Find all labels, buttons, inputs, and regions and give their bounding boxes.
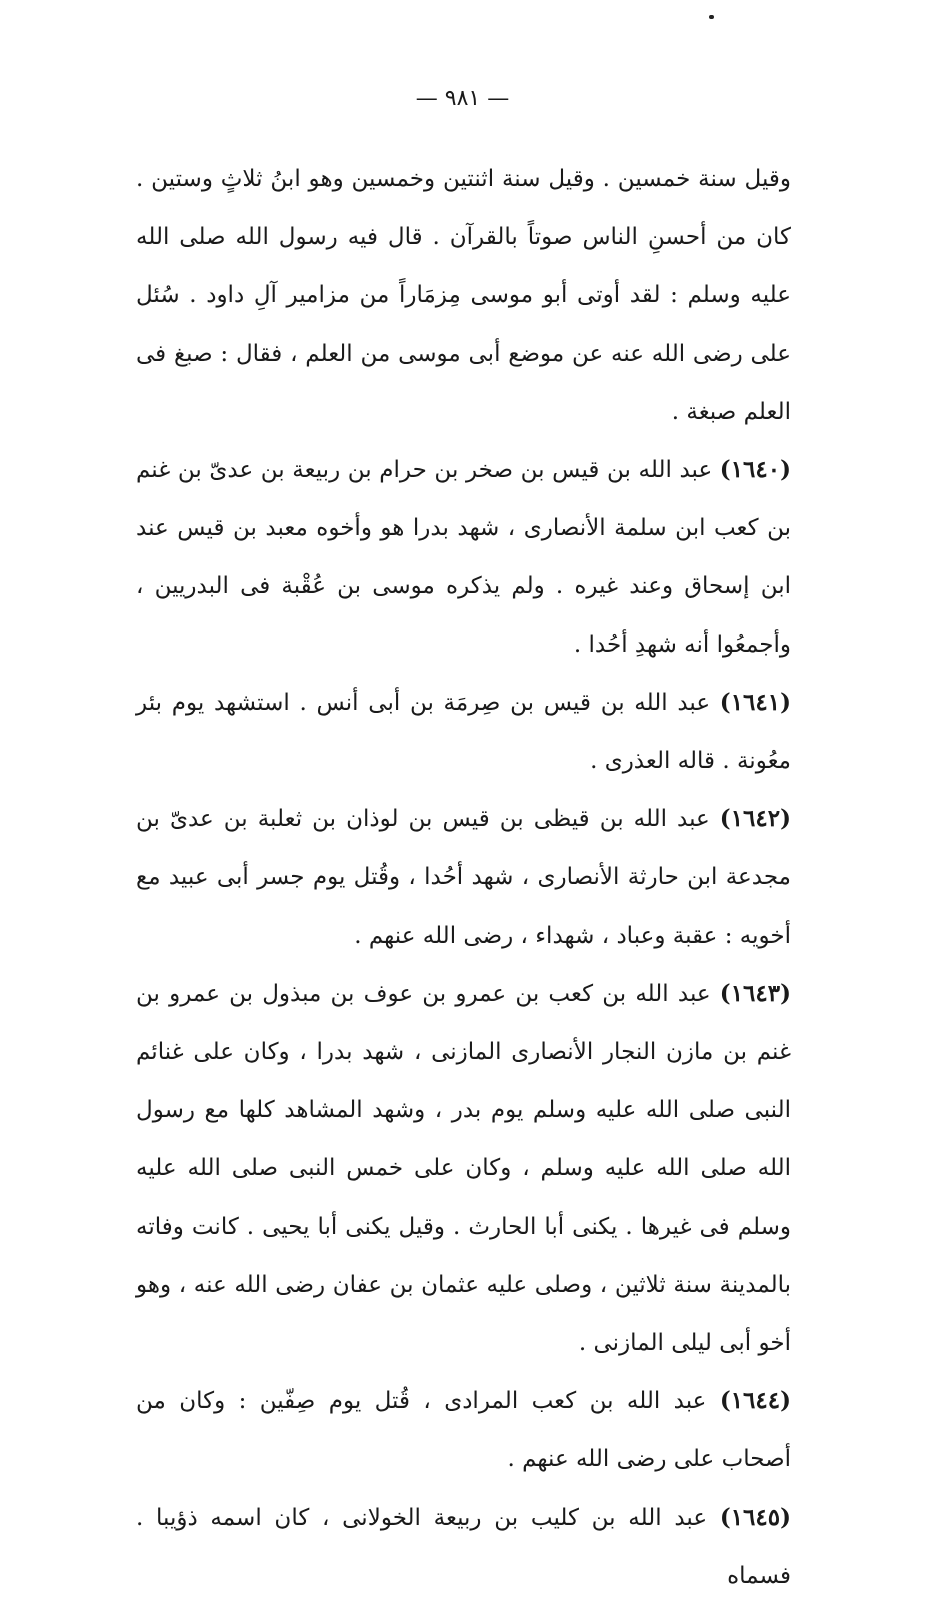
entry-1643 bbox=[136, 965, 791, 1372]
scan-speck bbox=[709, 15, 714, 19]
entry-number: (١٦٤٠) bbox=[719, 456, 791, 484]
paragraph-text: وقيل سنة خمسين . وقيل سنة اثنتين وخمسين وهو ابنُ ثلاثٍ وستين . كان من أحسنِ الناس صوتاً بالقرآن . قال فيه رسول الله صلى الله عليه وسلم : لقد أوتى أبو موسى مِزمَاراً من مزامير آلِ داود . سُئل على رضى الله عنه عن موضع أبى موسى من العلم ، فقال : صبغ فى العلم صبغة . bbox=[136, 166, 791, 425]
entry-text: عبد الله بن قيس بن صِرمَة بن أبى أنس . استشهد يوم بئر معُونة . قاله العذرى . bbox=[136, 689, 791, 775]
entry-number: (١٦٤٥) bbox=[719, 1503, 792, 1531]
entry-1645 bbox=[136, 1489, 791, 1605]
body-text bbox=[136, 150, 791, 1605]
entry-text: عبد الله بن قيس بن صخر بن حرام بن ربيعة بن عدىّ بن غنم بن كعب ابن سلمة الأنصارى ، شهد بدرا هو وأخوه معبد بن قيس عند ابن إسحاق وعند غيره . ولم يذكره موسى بن عُقْبة فى البدريين ، وأجمعُوا أنه شهدِ أحُدا . bbox=[136, 457, 791, 658]
entry-1641 bbox=[136, 674, 791, 790]
page-number: — ٩٨١ — bbox=[415, 86, 510, 111]
entry-text: عبد الله بن قيظى بن قيس بن لوذان بن ثعلبة بن عدىّ بن مجدعة ابن حارثة الأنصارى ، شهد أحُدا ، وقُتل يوم جسر أبى عبيد مع أخويه : عقبة وعباد ، شهداء ، رضى الله عنهم . bbox=[136, 806, 791, 949]
entry-text: عبد الله بن كعب بن عمرو بن عوف بن مبذول بن عمرو بن غنم بن مازن النجار الأنصارى المازنى ، شهد بدرا ، وكان على غنائم النبى صلى الله عليه وسلم يوم بدر ، وشهد المشاهد كلها مع رسول الله صلى الله عليه وسلم ، وكان على خمس النبى صلى الله عليه وسلم فى غيرها . يكنى أبا الحارث . وقيل يكنى أبا يحيى . كانت وفاته بالمدينة سنة ثلاثين ، وصلى عليه عثمان بن عفان رضى الله عنه ، وهو أخو أبى ليلى المازنى . bbox=[136, 980, 792, 1357]
entry-text: عبد الله بن كليب بن ربيعة الخولانى ، كان اسمه ذؤيبا . فسماه bbox=[136, 1504, 791, 1589]
entry-number: (١٦٤٢) bbox=[719, 805, 791, 833]
entry-number: (١٦٤٣) bbox=[719, 979, 791, 1007]
entry-1642 bbox=[136, 790, 791, 965]
entry-number: (١٦٤٤) bbox=[719, 1387, 792, 1415]
entry-1644 bbox=[136, 1372, 791, 1488]
entry-number: (١٦٤١) bbox=[719, 688, 791, 716]
paragraph-continuation bbox=[136, 150, 791, 441]
entry-1640 bbox=[136, 441, 791, 674]
entry-text: عبد الله بن كعب المرادى ، قُتل يوم صِفّين : وكان من أصحاب على رضى الله عنهم . bbox=[136, 1388, 791, 1473]
